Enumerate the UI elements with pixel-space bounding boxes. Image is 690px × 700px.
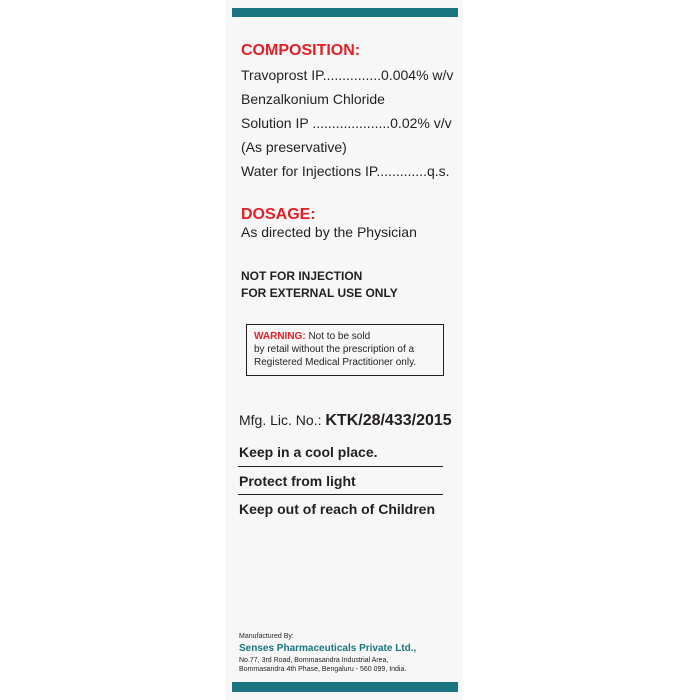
notice-external-use: FOR EXTERNAL USE ONLY: [241, 286, 398, 300]
bottom-color-band: [232, 682, 458, 692]
license-number: KTK/28/433/2015: [325, 412, 452, 429]
divider-2: [238, 494, 443, 495]
composition-line-1: Travoprost IP...............0.004% w/v: [241, 67, 454, 83]
storage-protect-light: Protect from light: [239, 473, 356, 489]
composition-line-3: Solution IP ....................0.02% v/v: [241, 115, 452, 131]
composition-line-5: Water for Injections IP.............q.s.: [241, 163, 450, 179]
storage-cool-place: Keep in a cool place.: [239, 444, 378, 460]
manufacturer-address-1: No.77, 3rd Road, Bommasandra Industrial Area,: [239, 657, 389, 664]
dosage-heading: DOSAGE:: [241, 206, 316, 223]
top-color-band: [232, 8, 458, 17]
warning-text-1: Not to be sold: [305, 331, 371, 342]
storage-children: Keep out of reach of Children: [239, 501, 436, 517]
license-prefix: Mfg. Lic. No.:: [239, 412, 326, 428]
warning-box: [246, 324, 444, 376]
manufacturer-caption: Manufactured By:: [239, 633, 294, 640]
license-line: [239, 412, 452, 430]
manufacturer-name: Senses Pharmaceuticals Private Ltd.,: [239, 643, 417, 654]
warning-line-2: by retail without the prescription of a: [254, 344, 415, 355]
dosage-text: As directed by the Physician: [241, 224, 417, 240]
notice-not-for-injection: NOT FOR INJECTION: [241, 269, 363, 283]
warning-label: WARNING:: [254, 331, 306, 342]
composition-line-4: (As preservative): [241, 139, 347, 155]
divider-1: [238, 466, 443, 467]
composition-line-2: Benzalkonium Chloride: [241, 91, 385, 107]
warning-line-1: [254, 330, 443, 343]
composition-heading: COMPOSITION:: [241, 42, 361, 59]
warning-line-3: Registered Medical Practitioner only.: [254, 357, 417, 368]
manufacturer-address-2: Bommasandra 4th Phase, Bengaluru - 560 099, India.: [239, 666, 407, 673]
